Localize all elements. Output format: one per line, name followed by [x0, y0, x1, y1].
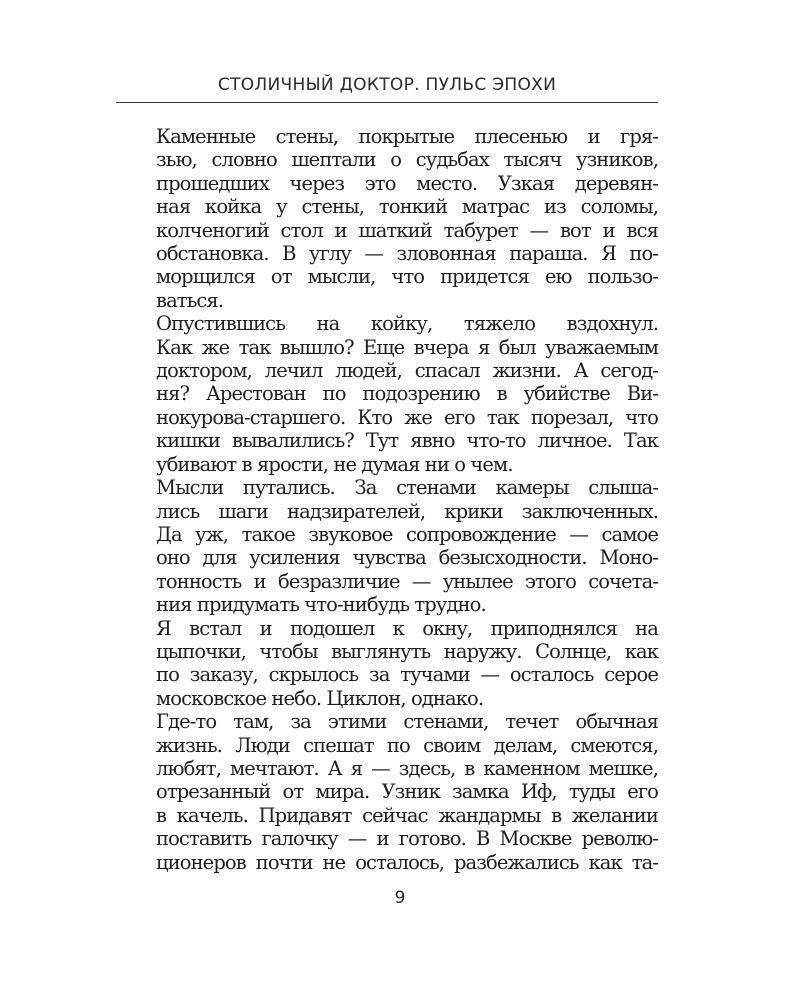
text-line: ня? Арестован по подозрению в убийстве Ви- — [156, 382, 658, 406]
text-line: морщился от мысли, что придется ею пользо- — [156, 265, 658, 289]
text-line: ционеров почти не осталось, разбежались как та- — [156, 850, 658, 874]
header-rule — [116, 102, 658, 103]
text-line: нокурова-старшего. Кто же его так порезал, что — [156, 405, 658, 429]
text-line: ния придумать что-нибудь трудно. — [156, 593, 486, 617]
text-line: по заказу, скрылось за тучами — осталось серое — [156, 663, 658, 687]
text-line: Опустившись на койку, тяжело вздохнул. — [156, 312, 658, 336]
paragraph — [116, 710, 658, 874]
text-line: Каменные стены, покрытые плесенью и гря- — [156, 125, 658, 148]
running-head: СТОЛИЧНЫЙ ДОКТОР. ПУЛЬС ЭПОХИ — [217, 75, 557, 95]
text-line: Где-то там, за этими стенами, течет обычная — [156, 710, 658, 734]
text-line: жизнь. Люди спешат по своим делам, смеются, — [156, 733, 658, 757]
text-line: доктором, лечил людей, спасал жизни. А сегод- — [156, 359, 658, 383]
text-line: любят, мечтают. А я — здесь, в каменном мешке, — [156, 756, 658, 780]
body-text — [116, 125, 658, 874]
paragraph — [116, 312, 658, 476]
paragraph — [116, 125, 658, 312]
text-line: ная койка у стены, тонкий матрас из соломы, — [156, 195, 658, 219]
text-line: колченогий стол и шаткий табурет — вот и вся — [156, 218, 658, 242]
text-line: Как же так вышло? Еще вчера я был уважаемым — [156, 335, 658, 359]
text-line: поставить галочку — и готово. В Москве револю- — [156, 827, 658, 851]
text-line: лись шаги надзирателей, крики заключенных. — [156, 499, 658, 523]
text-line: оно для усиления чувства безысходности. Моно- — [156, 546, 658, 570]
text-line: московское небо. Циклон, однако. — [156, 686, 484, 710]
text-line: кишки вывалились? Тут явно что-то личное. Так — [156, 429, 658, 453]
page-number: 9 — [394, 888, 406, 908]
text-line: отрезанный от мира. Узник замка Иф, туды его — [156, 780, 658, 804]
text-line: тонность и безразличие — унылее этого сочета- — [156, 569, 658, 593]
text-line: в качель. Придавят сейчас жандармы в желании — [156, 803, 658, 827]
paragraph — [116, 476, 658, 616]
text-line: цыпочки, чтобы выглянуть наружу. Солнце, как — [156, 639, 658, 663]
text-line: убивают в ярости, не думая ни о чем. — [156, 452, 513, 476]
text-line: Да уж, такое звуковое сопровождение — самое — [156, 522, 658, 546]
text-line: Я встал и подошел к окну, приподнялся на — [156, 616, 658, 640]
paragraph — [116, 617, 658, 711]
text-line: зью, словно шептали о судьбах тысяч узников, — [156, 148, 658, 172]
text-line: прошедших через это место. Узкая деревян- — [156, 171, 658, 195]
text-line: Мысли путались. За стенами камеры слыша- — [156, 476, 658, 500]
text-line: обстановка. В углу — зловонная параша. Я по- — [156, 242, 658, 266]
text-line: ваться. — [156, 288, 224, 312]
